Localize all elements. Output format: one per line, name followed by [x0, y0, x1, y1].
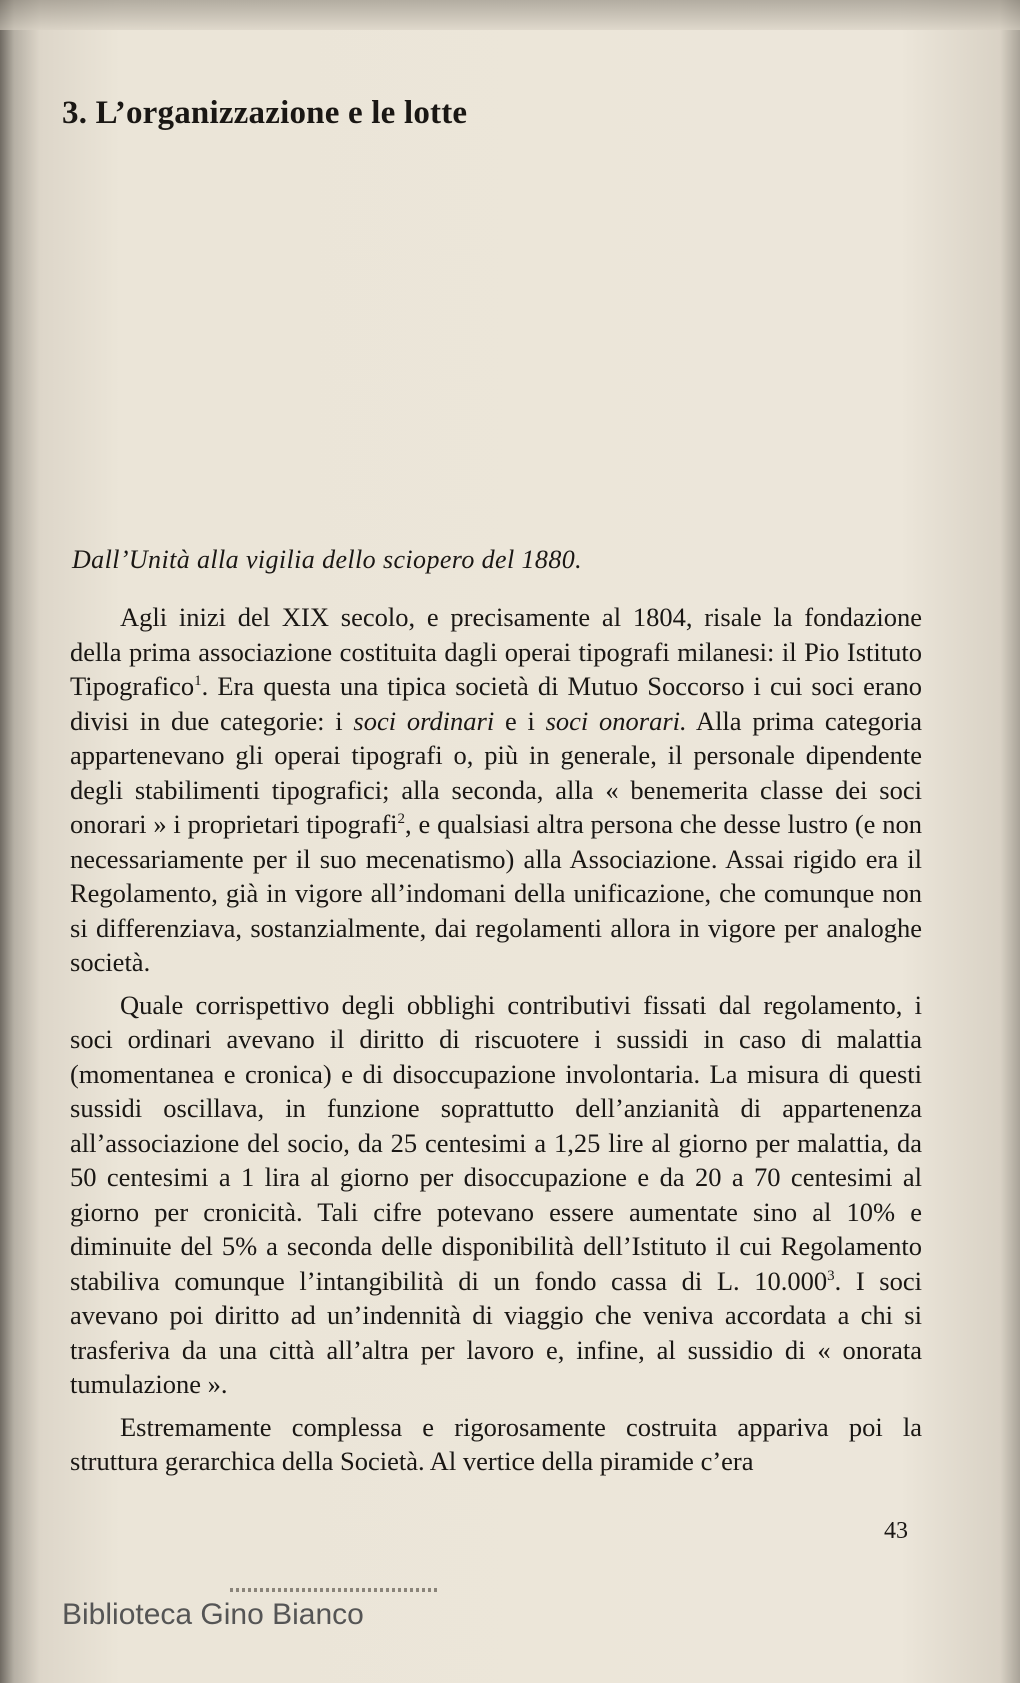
paragraph-1: Agli inizi del XIX secolo, e precisamente al 1804, risale la fondazione della prima associazione costituita dagli operai tipografi milanesi: il Pio Istituto Tipografico$^1$. Era questa una tipica società di Mutuo Soccorso i cui soci erano divisi in due categorie: i soci ordinari e i soci onorari. Alla prima categoria appartenevano gli operai tipografi o, più in generale, il personale dipendente degli stabilimenti tipografici; alla seconda, alla « benemerita classe dei soci onorari » i proprietari tipografi$^2$, e qualsiasi altra persona che desse lustro (e non necessariamente per il suo mecenatismo) alla Associazione. Assai rigido era il Regolamento, già in vigore all’indomani della unificazione, che comunque non si differenziava, sostanzialmente, dai regolamenti allora in vigore per analoghe società. — [70, 602, 922, 977]
ink-smudge — [230, 1588, 440, 1592]
footnote-ref-3: 3 — [827, 1267, 835, 1284]
paragraph-3: Estremamente complessa e rigorosamente costruita appariva poi la struttura gerarchica della Società. Al vertice della piramide c’era — [70, 1411, 922, 1476]
chapter-heading: 3. L’organizzazione e le lotte — [62, 95, 468, 131]
paragraph-2: Quale corrispettivo degli obblighi contributivi fissati dal regolamento, i soci ordinari avevano il diritto di riscuotere i sussidi in caso di malattia (momentanea e cronica) e di disoccupazione involontaria. La misura di questi sussidi oscillava, in funzione soprattutto dell’anzianità di appartenenza all’associazione del socio, da 25 centesimi a 1,25 lire al giorno per malattia, da 50 centesimi a 1 lira al giorno per disoccupazione e da 20 a 70 centesimi al giorno per cronicità. Tali cifre potevano essere aumentate sino al 10% e diminuite del 5% a seconda delle disponibilità dell’Istituto il cui Regolamento stabiliva comunque l’intangibilità di un fondo cassa di L. 10.000$^3$. I soci avevano poi diritto ad un’indennità di viaggio che veniva accordata a chi si trasferiva da una città all’altra per lavoro e, infine, al sussidio di « onorata tumulazione ». — [70, 989, 922, 1399]
page-number: 43 — [884, 1518, 908, 1544]
page-top-shadow — [0, 0, 1020, 30]
footnote-ref-2: 2 — [397, 811, 406, 828]
term-soci-onorari: soci onorari. — [545, 705, 687, 736]
section-subtitle: Dall’Unità alla vigilia dello sciopero del 1880. — [72, 545, 583, 574]
term-soci-ordinari: soci ordinari — [353, 705, 495, 736]
footnote-ref-1: 1 — [194, 673, 202, 690]
library-watermark: Biblioteca Gino Bianco — [62, 1598, 364, 1631]
body-text — [70, 600, 922, 1487]
